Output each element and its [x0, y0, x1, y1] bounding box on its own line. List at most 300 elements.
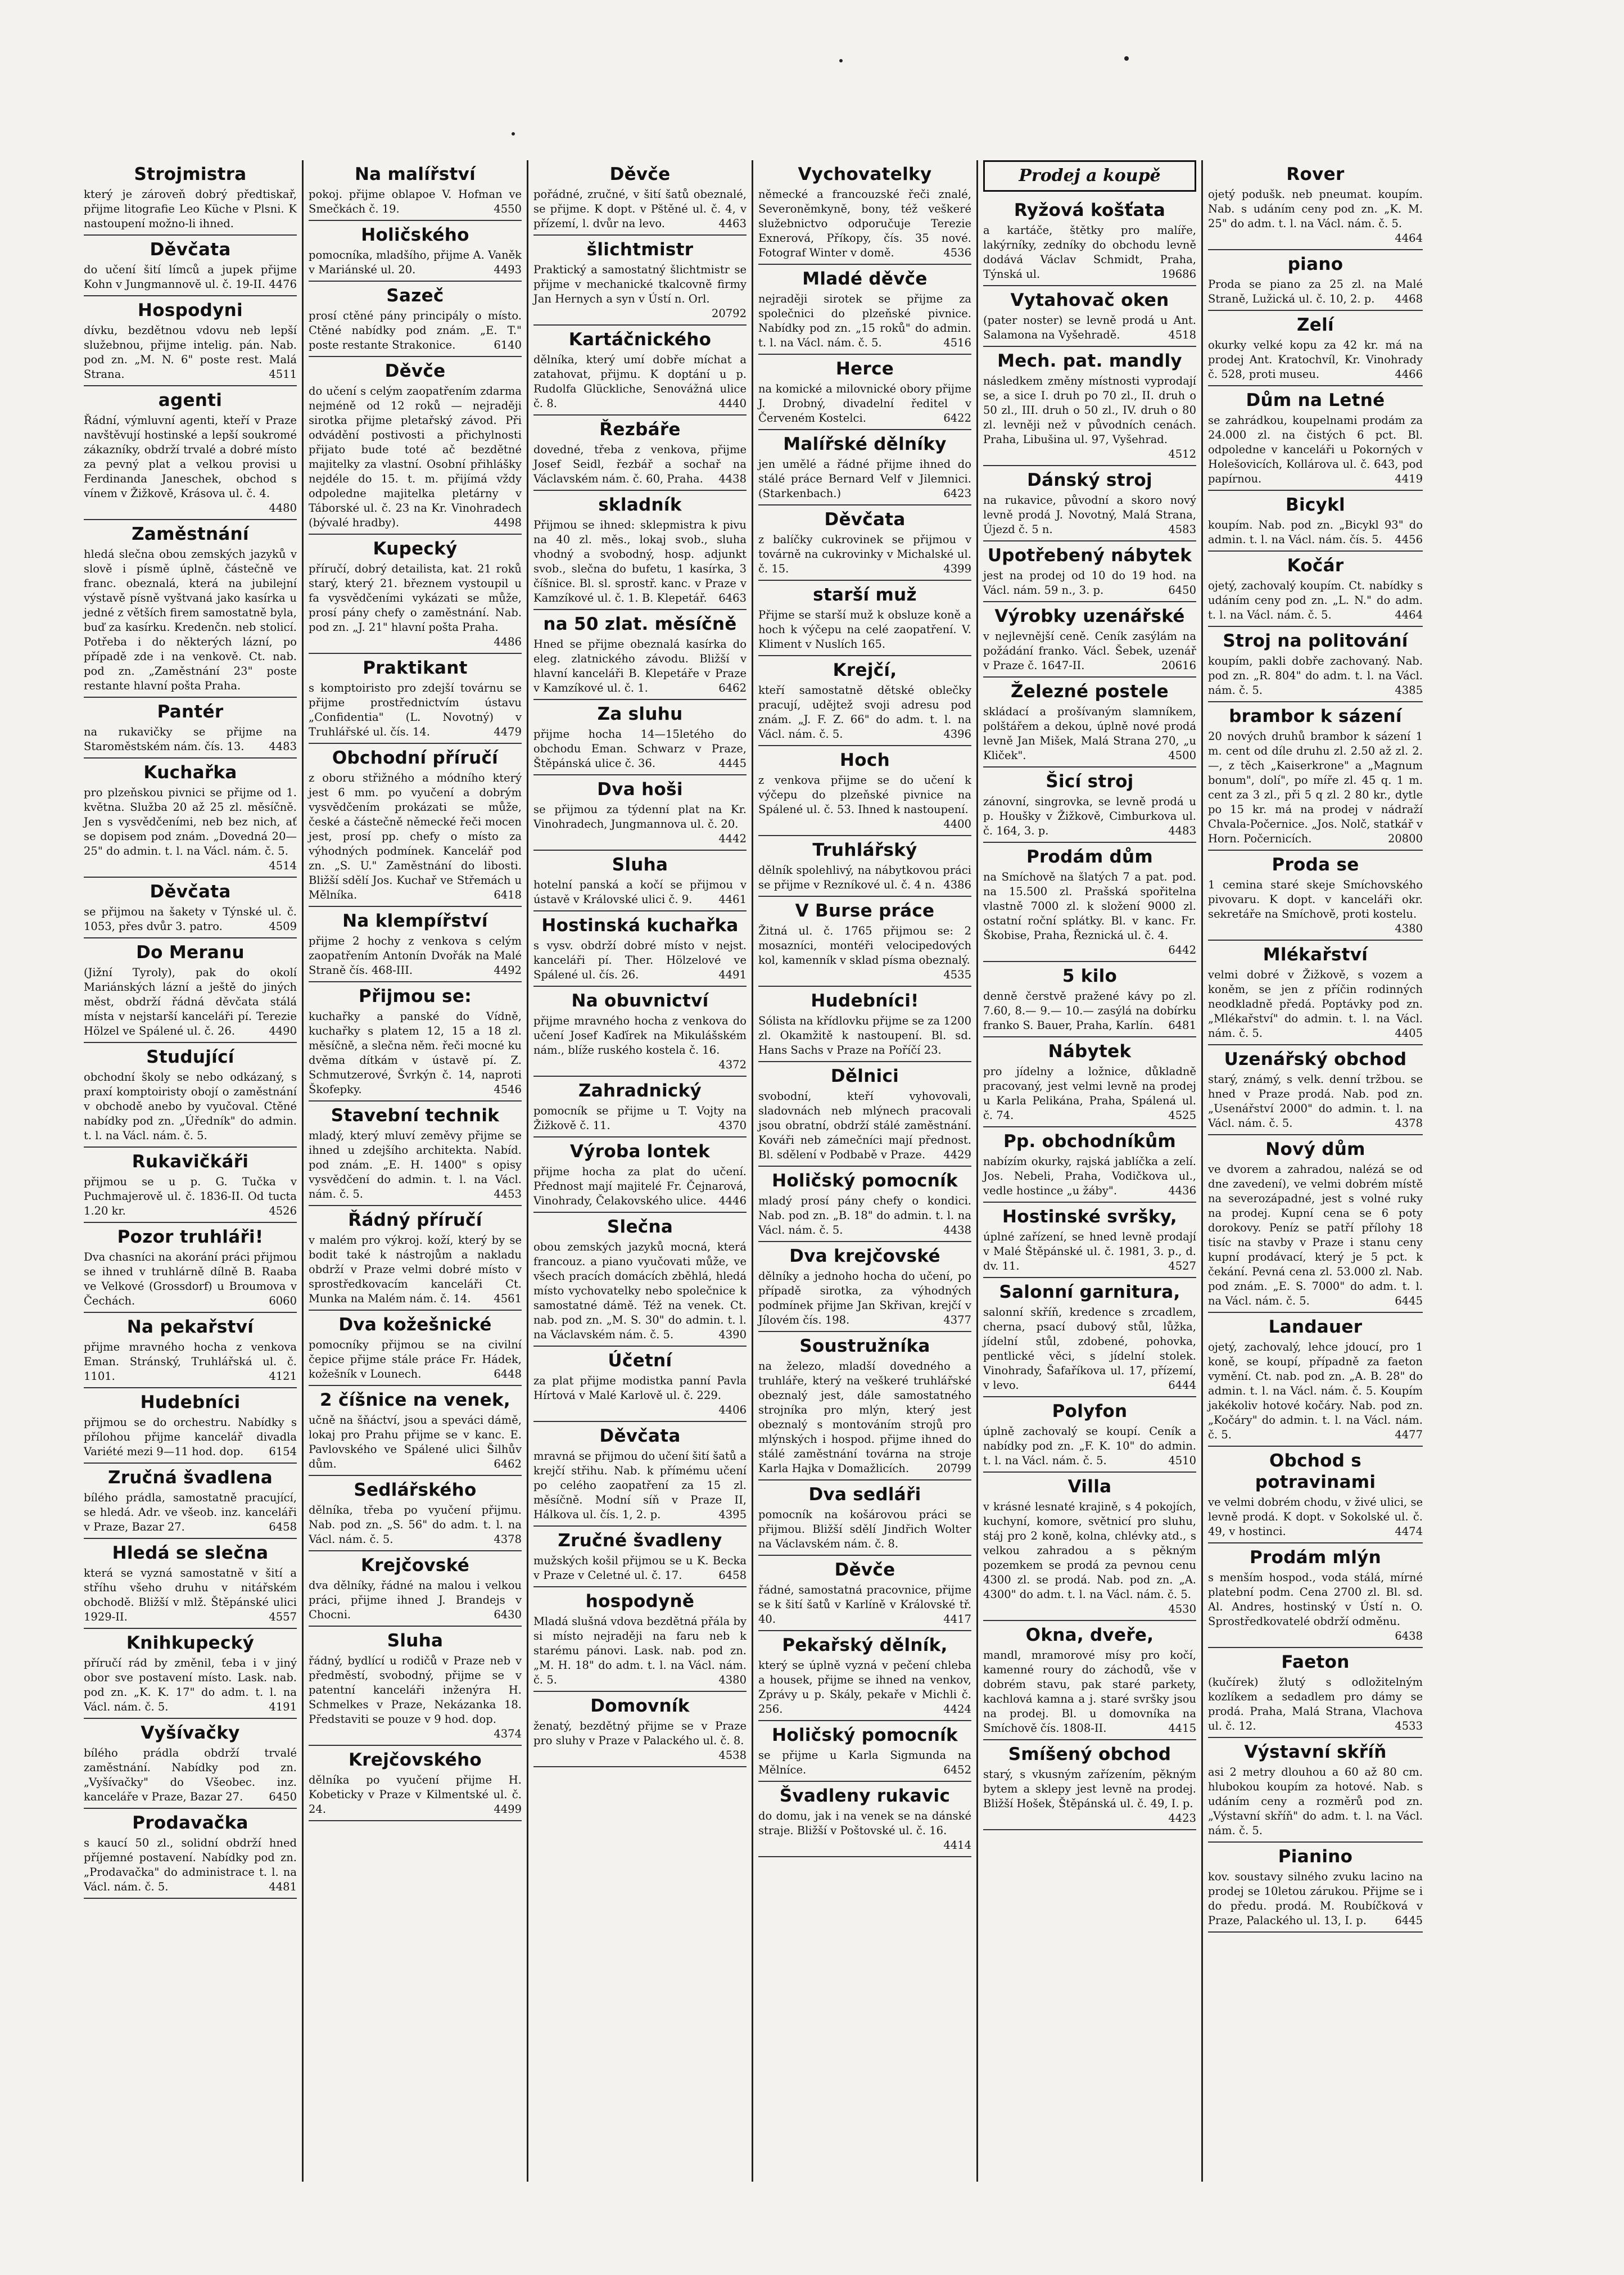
ad-headline: Ryžová košťata	[1014, 200, 1166, 220]
ad-headline: Villa	[1067, 1477, 1112, 1497]
ad-code: 6448	[494, 1367, 522, 1380]
classified-ad	[983, 1621, 1196, 1740]
ad-body: velmi dobré v Žižkově, s vozem a koněm, se jen z příčin rodinných neodkladně předá. Poptávky pod zn. „Mlékařství" do admin. t. l. na Václ. nám. č. 5.	[1208, 968, 1423, 1040]
classified-ad	[84, 1539, 297, 1629]
ad-code: 4533	[1395, 1719, 1423, 1732]
ad-body: ve velmi dobrém chodu, v živé ulici, se levně prodá. K dopt. v Sokolské ul. č. 49, v hostinci.	[1208, 1496, 1423, 1538]
ad-code: 4405	[1395, 1027, 1423, 1040]
ad-body: dívku, bezdětnou vdovu neb lepší služebnou, přijme intelig. pán. Nab. pod zn. „M. N. 6" poste rest. Malá Strana.	[84, 324, 297, 381]
ad-headline: Malířské dělníky	[783, 434, 947, 454]
classified-ad	[84, 520, 297, 698]
ad-text	[533, 263, 747, 321]
ad-body: na komické a milovnické obory přijme J. Drobný, divadelní ředitel v Červeném Kostelci.	[758, 382, 971, 425]
ad-code: 4479	[494, 725, 522, 738]
classified-ad	[533, 851, 747, 911]
ad-headline: Pekařský dělník,	[782, 1635, 948, 1655]
ad-headline: Hudebníci!	[811, 991, 919, 1011]
ad-text	[758, 773, 971, 832]
ad-headline: Rukavičkáři	[132, 1152, 249, 1172]
ad-body: na rukavičky se přijme na Staroměstském nám. čís. 13.	[84, 725, 297, 753]
scan-speck	[1124, 56, 1129, 61]
classified-ad	[84, 878, 297, 938]
ad-text	[309, 681, 522, 739]
ad-text	[758, 1583, 971, 1627]
ad-text	[84, 1836, 297, 1894]
classified-ad	[309, 357, 522, 535]
ad-headline: Dva sedláři	[808, 1484, 921, 1505]
classified-ad	[983, 541, 1196, 602]
ad-body: přijme 2 hochy z venkova s celým zaopatřením Antonín Dvořák na Malé Straně čís. 468-III.	[309, 935, 522, 977]
ad-code: 4378	[1395, 1117, 1423, 1130]
ad-text	[309, 187, 522, 216]
ad-text	[983, 1305, 1196, 1393]
classified-ad	[758, 1242, 971, 1332]
ad-code: 20792	[711, 307, 747, 320]
ad-code: 4440	[718, 397, 747, 410]
ad-text	[758, 457, 971, 501]
ad-text	[84, 263, 297, 292]
classified-ad	[309, 1386, 522, 1476]
ad-code: 4561	[494, 1292, 522, 1305]
ad-body: do učení šití límců a jupek přijme Kohn v Jungmannově ul. č. 19-II.	[84, 263, 297, 291]
ad-text	[533, 353, 747, 411]
ad-body: se zahrádkou, koupelnami prodám za 24.000 zl. na čistých 6 pct. Bl. odpoledne v kanceláři u Pokorných v Holešovicích, Kollárova ul. č. 643, pod papírnou.	[1208, 414, 1423, 485]
ad-body: jen umělé a řádné přijme ihned do stálé práce Bernard Velf v Jilemnici. (Starkenbach.)	[758, 458, 971, 500]
ad-code: 6462	[494, 1457, 522, 1470]
ad-headline: Výrobky uzenářské	[994, 606, 1185, 626]
ad-text	[533, 518, 747, 606]
ad-text	[983, 493, 1196, 537]
classified-ad	[309, 654, 522, 744]
ad-text	[983, 870, 1196, 958]
ad-headline: V Burse práce	[795, 901, 935, 921]
ad-code: 4498	[494, 516, 522, 529]
ad-headline: Obchodní příručí	[332, 748, 499, 768]
classified-ad	[84, 1223, 297, 1313]
ad-code: 4380	[718, 1673, 747, 1686]
classified-ad	[309, 907, 522, 982]
ad-body: pomocníka, mladšího, přijme A. Vaněk v Mariánské ul. 20.	[309, 249, 522, 276]
classified-ad	[983, 196, 1196, 286]
ad-text	[1208, 878, 1423, 936]
classified-ad	[533, 1347, 747, 1422]
ad-headline: piano	[1287, 254, 1343, 274]
classified-ad	[1208, 1135, 1423, 1313]
classified-ad	[309, 282, 522, 357]
ad-body: (pater noster) se levně prodá u Ant. Salamona na Vyšehradě.	[983, 314, 1196, 341]
classified-ad	[983, 347, 1196, 466]
classified-ad	[1208, 311, 1423, 386]
ad-text	[983, 1648, 1196, 1736]
ad-text	[84, 965, 297, 1039]
ad-code: 4583	[1168, 523, 1196, 536]
ad-headline: 2 číšnice na venek,	[320, 1390, 510, 1410]
ad-headline: Landauer	[1268, 1317, 1363, 1337]
ad-body: se přijmou na šakety v Týnské ul. č. 1053, přes dvůr 3. patro.	[84, 905, 297, 933]
ad-headline: Pantér	[157, 702, 224, 722]
classified-ad	[1208, 941, 1423, 1045]
ad-headline: Obchod s potravinami	[1255, 1451, 1376, 1492]
classified-ad	[983, 1278, 1196, 1397]
ad-body: dovedné, třeba z venkova, přijme Josef Seidl, řezbář a sochař na Václavském nám. č. 60, Praha.	[533, 443, 747, 485]
classified-ad	[84, 296, 297, 386]
ad-code: 6442	[1168, 944, 1196, 956]
ad-body: mandl, mramorové mísy pro kočí, kamenné roury do záchodů, vše v dobrém stavu, pak staré parkety, kachlová kamna a j. staré svršky jsou na prodej. Bl. u domovníka na Smíchově čís. 1808-II.	[983, 1649, 1196, 1735]
classified-ad	[84, 759, 297, 878]
classified-ad	[309, 1476, 522, 1551]
ad-body: s kaucí 50 zl., solidní obdrží hned příjemné postavení. Nabídky pod zn. „Prodavačka" do administrace t. l. na Václ. nám. č. 5.	[84, 1836, 297, 1893]
ad-headline: starší muž	[813, 585, 917, 605]
ad-code: 20800	[1387, 832, 1423, 845]
ad-code: 4530	[1168, 1603, 1196, 1615]
ad-headline: Slečna	[607, 1217, 673, 1237]
ad-code: 4483	[269, 740, 297, 753]
ad-code: 4442	[718, 832, 747, 845]
classified-ad	[309, 535, 522, 654]
ad-body: se přijme u Karla Sigmunda na Mělníce.	[758, 1749, 971, 1776]
newspaper-page	[79, 160, 1484, 2182]
ad-headline: Na obuvnictví	[571, 991, 709, 1011]
ad-headline: Prodám mlýn	[1249, 1547, 1381, 1568]
classified-ad	[84, 1809, 297, 1899]
classified-ad	[983, 843, 1196, 962]
scan-speck	[839, 59, 843, 62]
ad-headline: hospodyně	[585, 1591, 695, 1612]
ad-headline: šlichtmistr	[586, 240, 694, 260]
classified-ad	[533, 236, 747, 326]
classified-ad	[533, 491, 747, 610]
ad-headline: Hostinská kuchařka	[541, 915, 739, 936]
classified-ad	[533, 160, 747, 236]
ad-body: na Smíchově na šlatých 7 a pat. pod. na 15.500 zl. Prašská spořitelna vlastně 7000 zl. k složení 9000 zl. ostatní roční splátky. Bl. v kanc. Fr. Škobise, Praha, Řeznická ul. č. 4.	[983, 870, 1196, 942]
classified-ad	[84, 698, 297, 759]
ad-body: Řádní, výmluvní agenti, kteří v Praze navštěvují hostinské a lepší soukromé zákazníky, obdrží trvalé a dobré místo za pevný plat a velkou provisi u Ferdinanda Janeschek, obchod s vínem v Žižkově, Krásova ul. č. 4.	[84, 414, 297, 500]
ad-text	[758, 1658, 971, 1717]
ad-headline: Sluha	[612, 855, 668, 875]
classified-ad	[84, 938, 297, 1043]
ad-headline: Stavební technik	[331, 1105, 500, 1126]
ad-text	[533, 637, 747, 696]
ad-headline: skladník	[598, 495, 682, 515]
ad-body: přijmou se u p. G. Tučka v Puchmajerově ul. č. 1836-II. Od tucta 1.20 kr.	[84, 1175, 297, 1217]
ad-body: dělníky a jednoho hocha do učení, po případě sirotka, za výhodných podmínek přijme Jan Skřivan, krejčí v Jílovém čís. 198.	[758, 1270, 971, 1326]
ad-code: 4538	[718, 1749, 747, 1762]
ad-text	[758, 683, 971, 742]
ad-code: 6140	[494, 338, 522, 351]
ad-code: 6154	[269, 1445, 297, 1458]
ad-headline: Hospodyni	[138, 300, 243, 321]
ad-headline: Na malířství	[354, 164, 476, 184]
ad-body: přijme mravného hocha z venkova Eman. Stránský, Truhlářská ul. č. 1101.	[84, 1340, 297, 1383]
ad-text	[533, 938, 747, 982]
ad-code: 4417	[943, 1613, 971, 1626]
ad-body: učně na šňáctví, jsou a speváci dámě, lokaj pro Prahu přijme se v kanc. E. Pavlovského ve Spálené ulici Šilhův dům.	[309, 1414, 522, 1470]
ad-text	[983, 1500, 1196, 1617]
ad-body: z balíčky cukrovinek se přijmou v továrně na cukrovinky v Michalské ul. č. 15.	[758, 533, 971, 575]
ad-text	[309, 934, 522, 978]
classified-ad	[1208, 552, 1423, 627]
classified-ad	[309, 1627, 522, 1746]
classified-ad	[309, 982, 522, 1102]
ad-headline: Zručné švadleny	[558, 1531, 722, 1551]
ad-text	[533, 878, 747, 907]
ad-body: skládací a prošívaným slamníkem, polštářem a dekou, úplně nové prodá levně Jan Mišek, Malá Strana 270, „u Kliček".	[983, 705, 1196, 762]
ad-body: Proda se piano za 25 zl. na Malé Straně, Lužická ul. č. 10, 2. p.	[1208, 278, 1423, 305]
ad-body: přijmou se do orchestru. Nabídky s přílohou přijme kancelář divadla Variété mezi 9—11 hod. dop.	[84, 1416, 297, 1458]
ad-text: pomocník na košárovou práci se přijmou. Bližší sdělí Jindřich Wolter na Václavském nám. č. 8.	[758, 1508, 971, 1550]
ad-headline: Studující	[146, 1047, 234, 1067]
ad-body: s menším hospod., voda stálá, mírné platební podm. Cena 2700 zl. Bl. sd. Al. Andres, hostinský v Ústí n. O. Sprostředkovatelé obdrží odměnu.	[1208, 1571, 1423, 1628]
ad-text	[309, 1578, 522, 1622]
ad-body: ojetý, zachovalý koupím. Ct. nabídky s udáním ceny pod zn. „L. N." do adm. t. l. na Václ. nám. č. 5.	[1208, 579, 1423, 621]
classified-ad	[84, 160, 297, 236]
classified-ad	[983, 962, 1196, 1037]
ad-headline: Nový dům	[1265, 1139, 1365, 1159]
ad-code: 4445	[718, 757, 747, 770]
ad-body: v nejlevnější ceně. Ceník zasýlám na požádání franko. Václ. Šebek, uzenář v Praze č. 1647-II.	[983, 630, 1196, 672]
classified-ad	[84, 1148, 297, 1223]
ad-body: starý, známý, s velk. denní tržbou. se hned v Praze prodá. Nab. pod zn. „Usenářství 2000" do admin. t. l. na Václ. nám. č. 5.	[1208, 1073, 1423, 1130]
ad-text	[309, 771, 522, 902]
ad-text	[758, 532, 971, 576]
ad-text	[84, 1340, 297, 1384]
ad-text	[983, 795, 1196, 838]
classified-ad	[533, 610, 747, 700]
ad-text	[84, 1746, 297, 1804]
classified-ad	[84, 1719, 297, 1809]
ad-headline: Krejčovského	[348, 1750, 482, 1770]
ad-code: 4510	[1168, 1454, 1196, 1467]
ad-headline: Faeton	[1281, 1652, 1350, 1672]
ad-body: pokoj. přijme oblapoe V. Hofman ve Smečkách č. 19.	[309, 188, 522, 215]
ad-text	[533, 1014, 747, 1072]
classified-ad	[983, 1397, 1196, 1473]
classified-ad	[84, 236, 297, 296]
ad-text	[983, 629, 1196, 673]
ad-text	[1208, 1072, 1423, 1131]
ad-body: příručí rád by změnil, ťeba i v jiný obor sve postavení místo. Lask. nab. pod zn. „K. K. 17" do adm. t. l. na Václ. nám. č. 5.	[84, 1656, 297, 1713]
ad-code: 4390	[718, 1328, 747, 1341]
ad-column-1	[79, 160, 304, 2182]
ad-code: 4436	[1168, 1184, 1196, 1197]
ad-text	[1208, 729, 1423, 846]
ad-text: který je zároveň dobrý předtiskař, přijme litografie Leo Küche v Plsni. K nastoupení možno-li ihned.	[84, 188, 297, 230]
classified-ad	[758, 1167, 971, 1242]
ad-headline: Vytahovač oken	[1010, 290, 1169, 310]
ad-text	[84, 413, 297, 516]
ad-code: 4399	[943, 562, 971, 575]
ad-headline: Stroj na politování	[1223, 631, 1408, 651]
ad-text	[309, 1233, 522, 1306]
ad-headline: Do Meranu	[136, 942, 245, 963]
ad-body: dva dělníky, řádné na malou i velkou práci, přijme ihned J. Brandejs v Chocni.	[309, 1579, 522, 1621]
ad-headline: Přijmou se:	[359, 986, 472, 1006]
classified-ad	[1208, 386, 1423, 491]
ad-code: 4464	[1395, 608, 1423, 621]
ad-text	[533, 1164, 747, 1208]
ad-headline: Truhlářský	[812, 840, 917, 860]
classified-ad	[983, 286, 1196, 347]
ad-code: 19686	[1161, 268, 1196, 281]
classified-ad	[533, 1138, 747, 1213]
ad-headline: Smíšený obchod	[1008, 1744, 1171, 1764]
ad-code: 6458	[269, 1520, 297, 1533]
classified-ad	[758, 746, 971, 836]
ad-text	[309, 1413, 522, 1471]
classified-ad	[533, 911, 747, 987]
ad-body: ženatý, bezdětný přijme se v Praze pro sluhy v Praze v Palackého ul. č. 8.	[533, 1719, 747, 1747]
ad-body: přijme hocha za plat do učení. Přednost mají majitelé Fr. Čejnarová, Vinohrady, Čelakovského ulice.	[533, 1165, 747, 1207]
ad-body: na rukavice, původní a skoro nový levně prodá J. Novotný, Malá Strana, Újezd č. 5 n.	[983, 494, 1196, 536]
ad-code: 4406	[718, 1403, 747, 1416]
ad-headline: Kuchařka	[143, 762, 237, 783]
classified-ad	[758, 656, 971, 746]
ad-body: dělníka, třeba po vyučení přijmu. Nab. pod zn. „S. 56" do adm. t. l. na Václ. nám. č. 5.	[309, 1504, 522, 1546]
ad-text	[84, 1491, 297, 1534]
ad-body: pořádné, zručné, v šití šatů obeznalé, se přijme. K dopt. v Pštěné ul. č. 4, v přízemí, l. dvůr na levo.	[533, 188, 747, 230]
ad-column-6	[1203, 160, 1428, 2182]
ad-code: 4500	[1168, 749, 1196, 762]
ad-text: Přijme se starší muž k obsluze koně a hoch k výčepu na celé zaopatření. V. Kliment v Nuslích 165.	[758, 608, 971, 651]
ad-text: hledá slečna obou zemských jazyků v slově i písmě úplně, částečně ve franc. obeznalá, která na jubilejní výstavě písně vyštvaná jako kasírka u jedné z větších firem samostatně byla, buď za kasírku. Kredenčn. neb stolicí. Potřeba i do některých lázní, po případě zde i na venkově. Ct. nab. pod zn. „Zaměstnání 23" poste restante hlavní pošta Praha.	[84, 548, 297, 692]
ad-body: (Jižní Tyroly), pak do okolí Mariánských lázní a ještě do jiných měst, obdrží řádná děvčata stálá místa v nejstarší kanceláři pí. Terezie Hölzel ve Spálené ul. č. 26.	[84, 966, 297, 1037]
ad-text	[983, 989, 1196, 1033]
ad-code: 4474	[1395, 1525, 1423, 1538]
ad-headline: Okna, dveře,	[1025, 1625, 1154, 1645]
classified-ad	[1208, 491, 1423, 552]
classified-ad	[983, 678, 1196, 768]
ad-headline: agenti	[158, 390, 223, 410]
ad-body: bílého prádla, samostatně pracující, se hledá. Adr. ve všeob. inz. kanceláři v Praze, Bazar 27.	[84, 1491, 297, 1533]
ad-text	[983, 1767, 1196, 1826]
ad-body: za plat přijme modistka panní Pavla Hírtová v Malé Karlově ul. č. 229.	[533, 1374, 747, 1402]
ad-code: 4400	[943, 818, 971, 830]
ad-headline: Strojmistra	[134, 164, 247, 184]
ad-body: starý, s vkusným zařízením, pěkným bytem a sklepy jest levně na prodej. Bližší Hošek, Štěpánská ul. č. 49, I. p.	[983, 1768, 1196, 1810]
ad-body: koupím. Nab. pod zn. „Bicykl 93" do admin. t. l. na Václ. nám. čís. 5.	[1208, 518, 1423, 546]
ad-text	[758, 1194, 971, 1238]
ad-text	[84, 1415, 297, 1459]
ad-headline: 5 kilo	[1062, 966, 1118, 986]
ad-body: přijme hocha 14—15letého do obchodu Eman. Schwarz v Praze, Štěpánská ulice č. 36.	[533, 728, 747, 770]
ad-body: kteří samostatně dětské oblečky pracují, udějtež svoji adresu pod znám. „J. F. Z. 66" do adm. t. l. na Václ. nám. č. 5.	[758, 684, 971, 741]
classified-ad	[84, 1464, 297, 1539]
ad-body: s vysv. obdrží dobré místo v nejst. kanceláři pí. Ther. Hölzelové ve Spálené ul. čís. 26.	[533, 939, 747, 981]
ad-text	[1208, 1340, 1423, 1442]
ad-body: s komptoiristo pro zdejší továrnu se přijme prostřednictvím ústavu „Confidentia" (L. Novotný) v Truhlářské ul. čís. 14.	[309, 681, 522, 738]
ad-code: 20616	[1161, 659, 1196, 672]
ad-headline: Holičského	[361, 225, 469, 245]
classified-ad	[533, 775, 747, 851]
ad-code: 4546	[494, 1083, 522, 1096]
ad-text	[758, 1809, 971, 1853]
ad-code: 4490	[269, 1024, 297, 1037]
ad-code: 4509	[269, 920, 297, 933]
classified-ad	[1208, 851, 1423, 941]
classified-ad	[309, 1102, 522, 1206]
ad-headline: na 50 zlat. měsíčně	[543, 614, 737, 634]
ad-body: z venkova přijme se do učení k výčepu do plzeňské pivnice na Spálené ul. č. 53. Ihned k nastoupení.	[758, 774, 971, 816]
ad-body: který se úplně vyzná v pečení chleba a housek, přijme se ihned na venkov, Zprávy u p. Skály, pekaře v Michli č. 256.	[758, 1659, 971, 1716]
ad-body: dělníka, který umí dobře míchat a zatahovat, přijmu. K doptání u p. Rudolfa Glückliche, Senovážná ulice č. 8.	[533, 353, 747, 410]
classified-ad	[84, 386, 297, 520]
ad-text	[758, 292, 971, 350]
ad-body: ve dvorem a zahradou, nalézá se od dne zavedení), ve velmi dobrém místě na severozápadné, jest s volné ruky na prodej. Kupní cena se 6 poty dorokovy. Peníz se patří přílohy 18 tisíc na stavby v Praze i stanu ceny kupní prodávací, který je 5 pct. k čekání. Pevná cena zl. 53.000 zl. Nab. pod znám. „E. S. 7000" do adm. t. l. na Václ. nám. č. 5.	[1208, 1163, 1423, 1307]
ad-code: 4380	[1395, 922, 1423, 935]
ad-body: z oboru střižného a módního který jest 6 mm. po vyučení a dobrým vysvědčením prokázati se může, české a částečně německé řeči mocen jest, prosí pp. chefy o místo za výhodných podmínek. Kancelář pod zn. „S. U." Zaměstnání do libosti. Bližší sdělí Jos. Kuchař ve Střemách u Mělníka.	[309, 771, 522, 901]
ad-code: 4527	[1168, 1260, 1196, 1272]
ad-text	[758, 1269, 971, 1328]
ad-text	[533, 727, 747, 771]
ad-text	[533, 443, 747, 486]
ad-code: 4415	[1168, 1722, 1196, 1735]
ad-code: 4438	[718, 472, 747, 485]
ad-code: 4370	[718, 1119, 747, 1132]
ad-code: 4557	[269, 1610, 297, 1623]
ad-headline: Proda se	[1272, 855, 1359, 875]
ad-text	[309, 1773, 522, 1817]
ad-body: do učení s celým zaopatřením zdarma nejméně od 12 roků — nejraději sirotka přijme pletařský závod. Při odvádění postivosti a přichylnosti přijato bude toté ač bezdětné majitelky za vlastní. Osobní přihlášky nejdéle do 15. t. m. přijímá vždy odpoledne majitelka pletárny v Táborské ul. č. 23 na Kr. Vinohradech (bývalé hradby).	[309, 385, 522, 529]
ad-headline: Kočár	[1287, 556, 1344, 576]
ad-headline: Dánský stroj	[1027, 470, 1152, 490]
ad-code: 4476	[269, 278, 297, 291]
classified-ad	[84, 1043, 297, 1148]
ad-body: v malém pro výkroj. koží, který by se bodit také k nástrojům a nakladu obdrží v Praze velmi dobré místo v sprostředkovacím kanceláři Ct. Munka na Malém nám. č. 14.	[309, 1234, 522, 1305]
ad-headline: Krejčovské	[360, 1555, 470, 1576]
ad-body: řádný, bydlící u rodičů v Praze neb v předměstí, svobodný, přijme se v patentní kanceláři inženýra H. Schmelkes v Praze, Nekázanka 18. Představiti se pouze v 9 hod. dop.	[309, 1654, 522, 1726]
classified-ad	[983, 466, 1196, 541]
ad-text	[84, 1656, 297, 1714]
ad-headline: Uzenářský obchod	[1224, 1049, 1407, 1069]
classified-ad	[533, 1422, 747, 1527]
ad-text	[1208, 1675, 1423, 1734]
ad-body: dělníka po vyučení přijme H. Kobeticky v Praze v Kilmentské ul. č. 24.	[309, 1773, 522, 1816]
classified-ad	[84, 1629, 297, 1719]
ad-headline: Vyšívačky	[141, 1723, 240, 1743]
ad-body: ojetý, zachovalý, lehce jdoucí, pro 1 koně, se koupí, případně za faeton vymění. Ct. nab. pod zn. „A. B. 28" do admin. t. l. na Václ. nám. č. 5. Koupím jakékoliv hotové kočáry. Nab. pod zn. „Kočáry" do admin. t. l. na Václ. nám. č. 5.	[1208, 1340, 1423, 1441]
ad-text	[983, 1230, 1196, 1274]
ad-code: 4424	[943, 1703, 971, 1716]
ad-code: 4493	[494, 263, 522, 276]
ad-text	[758, 1359, 971, 1476]
ad-text: obchodní školy se nebo odkázaný, s praxí komptoiristy obojí o zaměstnání v obchodě anebo by vyučoval. Ctěné nabídky pod zn. „Úředník" do admin. t. l. na Václ. nám. č. 5.	[84, 1071, 297, 1142]
ad-headline: Pianino	[1278, 1847, 1353, 1867]
ad-text	[983, 1424, 1196, 1468]
classified-ad	[533, 1213, 747, 1347]
ad-text	[983, 1154, 1196, 1198]
ad-code: 4453	[494, 1188, 522, 1200]
ad-headline: Kartáčnického	[568, 329, 712, 350]
ad-body: a kartáče, štětky pro malíře, lakýrníky, zedníky do obchodu levně dodává Václav Schmidt, Praha, Týnská ul.	[983, 224, 1196, 281]
ad-headline: Mech. pat. mandly	[997, 351, 1182, 371]
ad-headline: Polyfon	[1052, 1401, 1128, 1421]
ad-headline: Domovník	[590, 1696, 690, 1716]
ad-code: 4491	[718, 968, 747, 981]
ad-text	[309, 248, 522, 277]
classified-ad	[1208, 1543, 1423, 1648]
classified-ad	[533, 1077, 747, 1138]
classified-ad	[758, 897, 971, 987]
ad-code: 4378	[494, 1533, 522, 1546]
classified-ad	[533, 1692, 747, 1767]
ad-code: 4372	[718, 1058, 747, 1071]
ad-headline: Zelí	[1297, 315, 1334, 335]
classified-ad	[309, 1206, 522, 1311]
ad-body: koupím, pakli dobře zachovaný. Nab. pod zn. „R. 804" do adm. t. l. na Václ. nám. č. 5.	[1208, 654, 1423, 697]
ad-headline: Nábytek	[1048, 1041, 1132, 1062]
ad-code: 6445	[1395, 1294, 1423, 1307]
ad-text	[1208, 413, 1423, 486]
